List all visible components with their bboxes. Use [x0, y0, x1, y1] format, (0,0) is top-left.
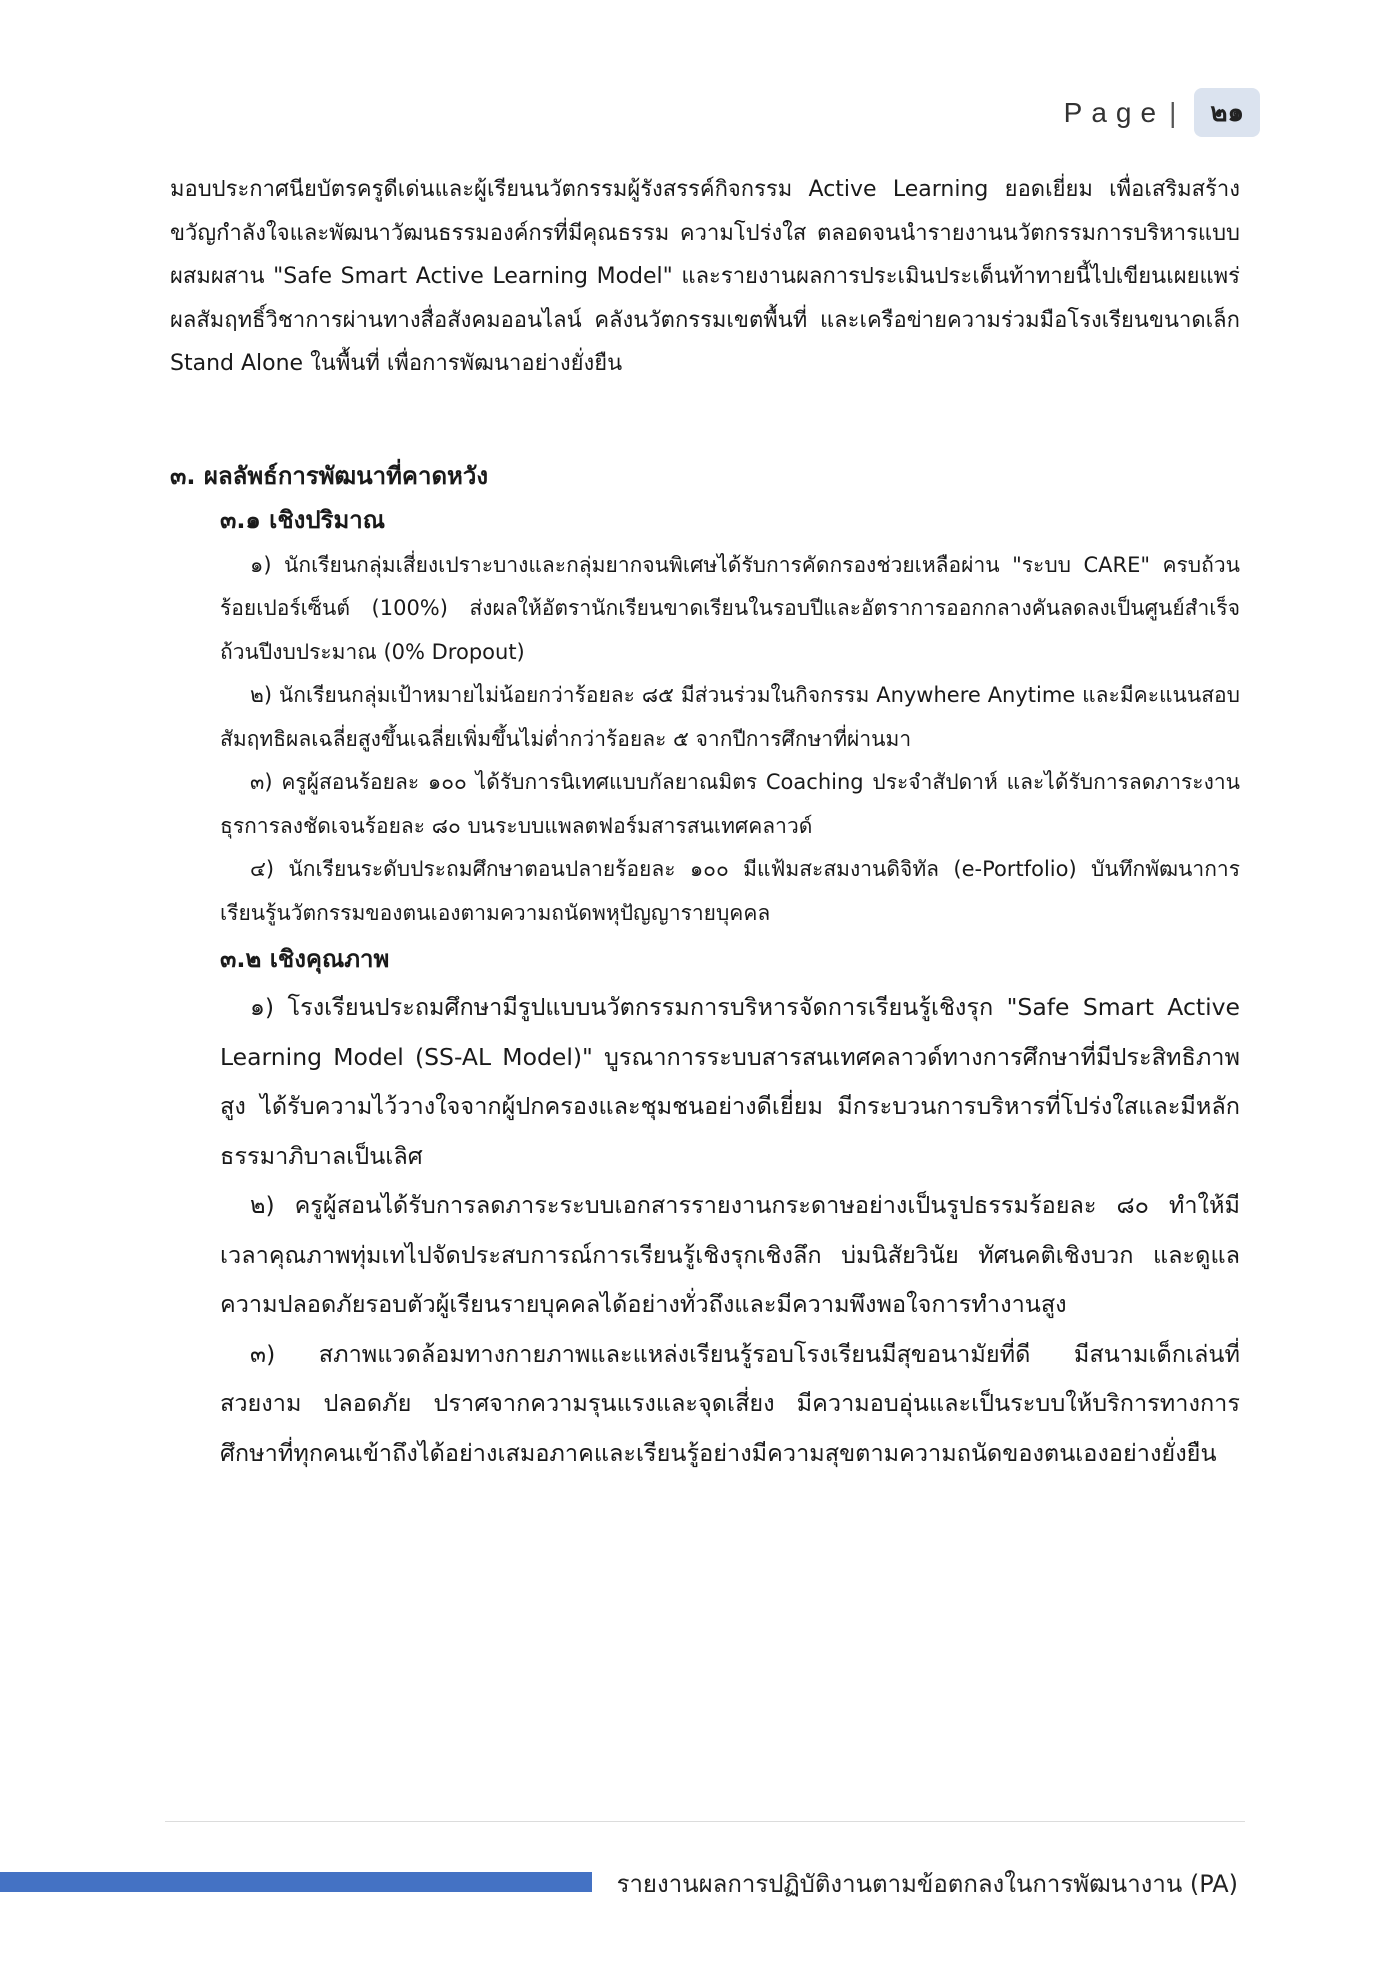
list-item: ๓) สภาพแวดล้อมทางกายภาพและแหล่งเรียนรู้รอบโรงเรียนมีสุขอนามัยที่ดี มีสนามเด็กเล่นที่สวยงาม ปลอดภัย ปราศจากความรุนแรงและจุดเสี่ยง มีความอบอุ่นและเป็นระบบให้บริการทางการศึกษาที่ทุกคนเข้าถึงได้อย่างเสมอภาคและเรียนรู้อย่างมีความสุขตามความถนัดของตนเองอย่างยั่งยืน [220, 1339, 1240, 1467]
qualitative-list [220, 983, 1240, 1478]
list-item: ๔) นักเรียนระดับประถมศึกษาตอนปลายร้อยละ ๑๐๐ มีแฟ้มสะสมงานดิจิทัล (e-Portfolio) บันทึกพัฒนาการเรียนรู้นวัตกรรมของตนเองตามความถนัดพหุปัญญารายบุคคล [220, 857, 1240, 925]
subsection-heading-qualitative: ๓.๒ เชิงคุณภาพ [220, 945, 390, 973]
footer-accent-bar [0, 1872, 592, 1892]
list-item: ๒) นักเรียนกลุ่มเป้าหมายไม่น้อยกว่าร้อยละ ๘๕ มีส่วนร่วมในกิจกรรม Anywhere Anytime และมีคะแนนสอบสัมฤทธิผลเฉลี่ยสูงขึ้นเฉลี่ยเพิ่มขึ้นไม่ต่ำกว่าร้อยละ ๕ จากปีการศึกษาที่ผ่านมา [220, 683, 1240, 751]
quantitative-list [220, 544, 1240, 936]
subsection-heading-quantitative: ๓.๑ เชิงปริมาณ [220, 505, 386, 534]
list-item: ๑) โรงเรียนประถมศึกษามีรูปแบบนวัตกรรมการบริหารจัดการเรียนรู้เชิงรุก "Safe Smart Active Learning Model (SS-AL Model)" บูรณาการระบบสารสนเทศคลาวด์ทางการศึกษาที่มีประสิทธิภาพสูง ได้รับความไว้วางใจจากผู้ปกครองและชุมชนอย่างดีเยี่ยม มีกระบวนการบริหารที่โปร่งใสและมีหลักธรรมาภิบาลเป็นเลิศ [220, 993, 1240, 1170]
page-separator: | [1169, 96, 1177, 128]
page-number-badge: ๒๑ [1194, 88, 1260, 137]
list-item: ๓) ครูผู้สอนร้อยละ ๑๐๐ ได้รับการนิเทศแบบกัลยาณมิตร Coaching ประจำสัปดาห์ และได้รับการลดภาระงานธุรการลงชัดเจนร้อยละ ๘๐ บนระบบแพลตฟอร์มสารสนเทศคลาวด์ [220, 770, 1240, 838]
document-body [170, 168, 1240, 1478]
footer-title: รายงานผลการปฏิบัติงานตามข้อตกลงในการพัฒนางาน (PA) [616, 1870, 1238, 1898]
list-item: ๒) ครูผู้สอนได้รับการลดภาระระบบเอกสารรายงานกระดาษอย่างเป็นรูปธรรมร้อยละ ๘๐ ทำให้มีเวลาคุณภาพทุ่มเทไปจัดประสบการณ์การเรียนรู้เชิงรุกเชิงลึก บ่มนิสัยวินัย ทัศนคติเชิงบวก และดูแลความปลอดภัยรอบตัวผู้เรียนรายบุคคลได้อย่างทั่วถึงและมีความพึงพอใจการทำงานสูง [220, 1191, 1240, 1318]
footer-divider [165, 1821, 1245, 1822]
list-item: ๑) นักเรียนกลุ่มเสี่ยงเปราะบางและกลุ่มยากจนพิเศษได้รับการคัดกรองช่วยเหลือผ่าน "ระบบ CARE" ครบถ้วนร้อยเปอร์เซ็นต์ (100%) ส่งผลให้อัตรานักเรียนขาดเรียนในรอบปีและอัตราการออกกลางคันลดลงเป็นศูนย์สำเร็จถ้วนปีงบประมาณ (0% Dropout) [220, 552, 1240, 664]
page-label: Page [1063, 96, 1166, 128]
page-header [1064, 88, 1260, 137]
section-heading: ๓. ผลลัพธ์การพัฒนาที่คาดหวัง [170, 461, 489, 490]
intro-section [170, 168, 1240, 386]
intro-paragraph: มอบประกาศนียบัตรครูดีเด่นและผู้เรียนนวัตกรรมผู้รังสรรค์กิจกรรม Active Learning ยอดเยี่ยม เพื่อเสริมสร้างขวัญกำลังใจและพัฒนาวัฒนธรรมองค์กรที่มีคุณธรรม ความโปร่งใส ตลอดจนนำรายงานนวัตกรรมการบริหารแบบผสมผสาน "Safe Smart Active Learning Model" และรายงานผลการประเมินประเด็นท้าทายนี้ไปเขียนเผยแพร่ผลสัมฤทธิ์วิชาการผ่านทางสื่อสังคมออนไลน์ คลังนวัตกรรมเขตพื้นที่ และเครือข่ายความร่วมมือโรงเรียนขนาดเล็ก Stand Alone ในพื้นที่ เพื่อการพัฒนาอย่างยั่งยืน [170, 177, 1240, 376]
